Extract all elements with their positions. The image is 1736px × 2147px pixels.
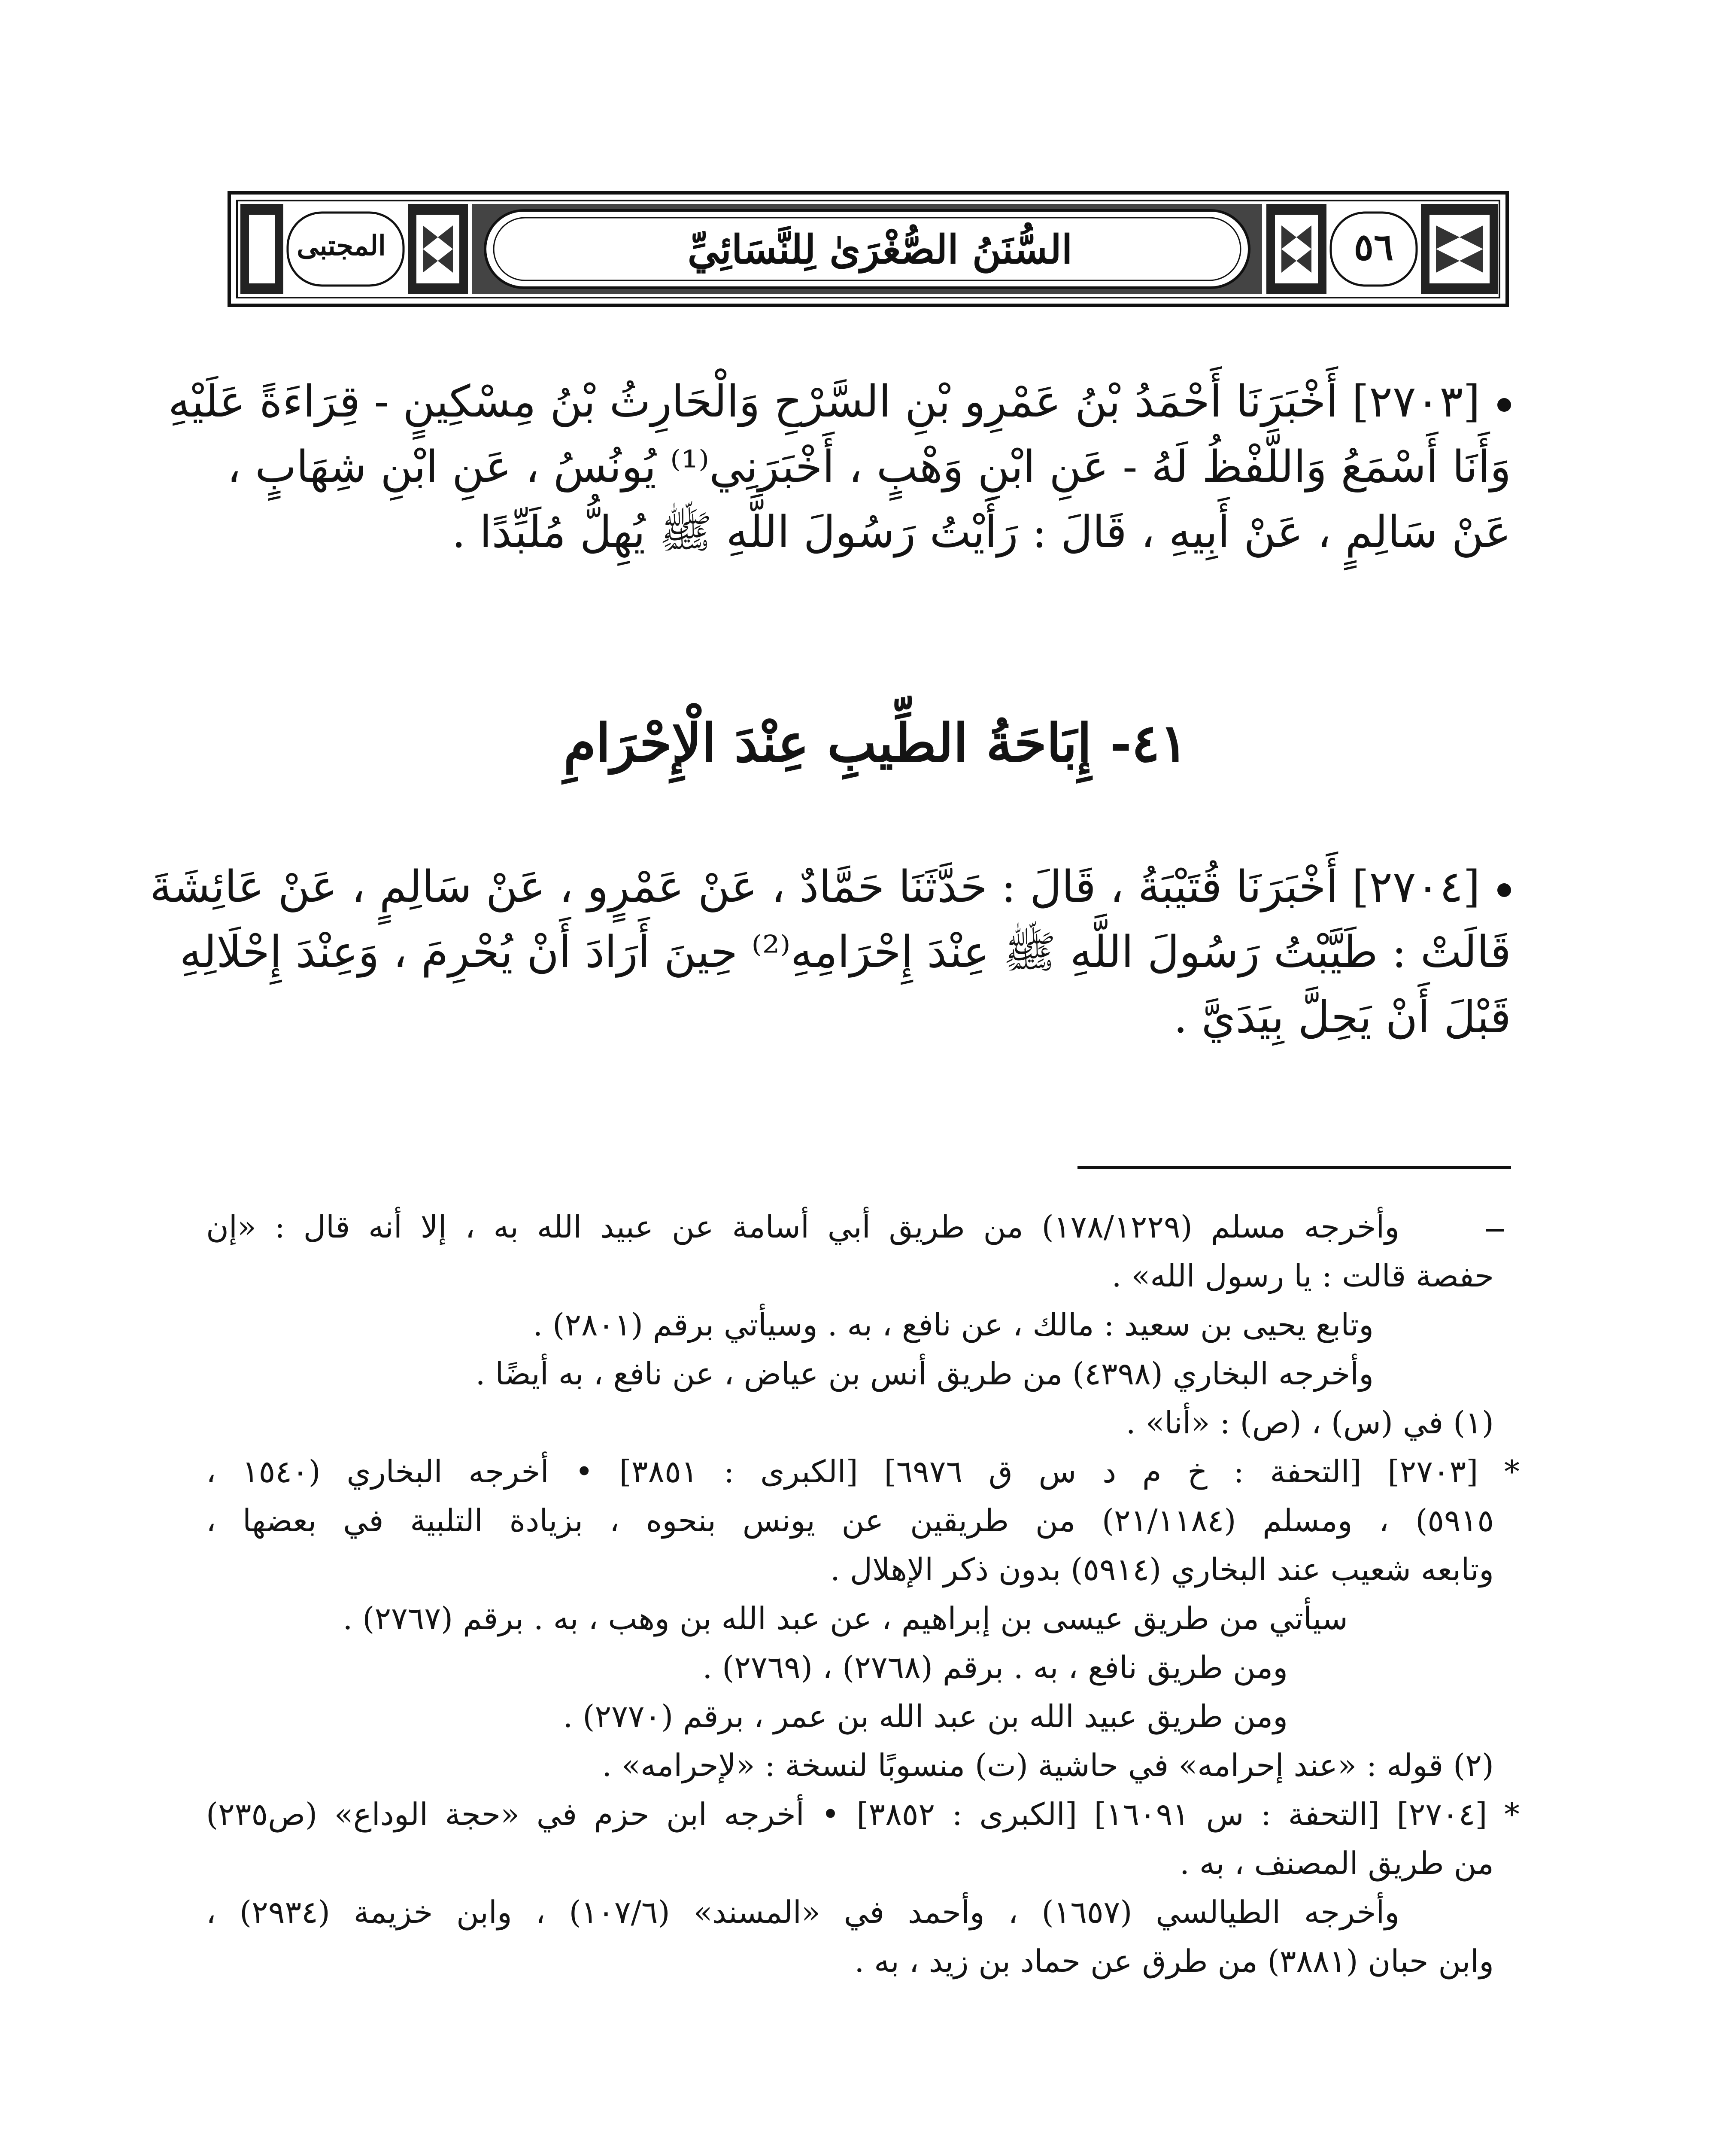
footnote-line: من طريق المصنف ، به .	[1180, 1845, 1494, 1881]
page-header	[228, 191, 1509, 307]
footnote-separator	[1077, 1166, 1511, 1169]
bullet-icon	[1497, 883, 1511, 897]
hadith-line: قَبْلَ أَنْ يَحِلَّ بِيَدَيَّ .	[1173, 992, 1511, 1043]
footnote-line: حفصة قالت : يا رسول الله» .	[1111, 1258, 1494, 1294]
page-number: ٥٦	[1354, 225, 1394, 269]
footnote-line: * [٢٧٠٣] [التحفة : خ م د س ق ٦٩٧٦] [الكبرى : ٣٨٥١] • أخرجه البخاري (١٥٤٠ ،	[206, 1454, 1520, 1490]
footnote-line: ومن طريق نافع ، به . برقم (٢٧٦٨) ، (٢٧٦٩) .	[702, 1649, 1288, 1685]
footnote-line: ٥٩١٥) ، ومسلم (٢١/١١٨٤) من طريقين عن يونس بنحوه ، بزيادة التلبية في بعضها ،	[206, 1502, 1494, 1539]
footnote-line: وتابع يحيى بن سعيد : مالك ، عن نافع ، به . وسيأتي برقم (٢٨٠١) .	[533, 1307, 1374, 1343]
hadith-line: عَنْ سَالِمٍ ، عَنْ أَبِيهِ ، قَالَ : رَأَيْتُ رَسُولَ اللَّهِ ﷺ يُهِلُّ مُلَبِّدًا .	[452, 507, 1511, 558]
footnote-line: وابن حبان (٣٨٨١) من طرق عن حماد بن زيد ، به .	[854, 1943, 1494, 1979]
footnote-line: وتابعه شعيب عند البخاري (٥٩١٤) بدون ذكر الإهلال .	[830, 1551, 1494, 1587]
footnote-line: سيأتي من طريق عيسى بن إبراهيم ، عن عبد الله بن وهب ، به . برقم (٢٧٦٧) .	[343, 1600, 1348, 1636]
book-short-title: المجتبى	[297, 230, 386, 262]
hadith-line: وَأَنَا أَسْمَعُ وَاللَّفْظُ لَهُ - عَنِ ابْنِ وَهْبٍ ، أَخْبَرَنِي⁽¹⁾ يُونُسُ ، عَنِ ابْنِ شِهَابٍ ،	[227, 441, 1511, 493]
footnote-line: ومن طريق عبيد الله بن عبد الله بن عمر ، برقم (٢٧٧٠) .	[563, 1698, 1288, 1734]
footnote-line: (١) في (س) ، (ص) : «أنا» .	[1126, 1405, 1494, 1441]
footnote-line: * [٢٧٠٤] [التحفة : س ١٦٠٩١] [الكبرى : ٣٨٥٢] • أخرجه ابن حزم في «حجة الوداع» (ص٢٣٥)	[206, 1796, 1520, 1832]
footnote-line: وأخرجه الطيالسي (١٦٥٧) ، وأحمد في «المسند» (١٠٧/٦) ، وابن خزيمة (٢٩٣٤) ،	[206, 1894, 1400, 1930]
hadith-line: قَالَتْ : طَيَّبْتُ رَسُولَ اللَّهِ ﷺ عِنْدَ إِحْرَامِهِ⁽²⁾ حِينَ أَرَادَ أَنْ يُحْرِمَ ، وَعِنْدَ إِحْلَالِهِ	[179, 927, 1511, 978]
hadith-2703	[168, 369, 1511, 565]
running-title: السُّنَنُ الصُّغْرَىٰ لِلنَّسَائِيِّ	[687, 226, 1073, 273]
hadith-2704	[150, 855, 1511, 1050]
footnote-line: (٢) قوله : «عند إحرامه» في حاشية (ت) منسوبًا لنسخة : «لإحرامه» .	[602, 1747, 1494, 1783]
footnotes	[206, 1202, 1520, 1986]
footnote-line: وأخرجه البخاري (٤٣٩٨) من طريق أنس بن عياض ، عن نافع ، به أيضًا .	[475, 1356, 1374, 1392]
bullet-icon	[1497, 398, 1511, 412]
chapter-heading: ٤١- إِبَاحَةُ الطِّيبِ عِنْدَ الْإِحْرَامِ	[563, 712, 1188, 774]
hadith-line: [٢٧٠٣] أَخْبَرَنَا أَحْمَدُ بْنُ عَمْرِو بْنِ السَّرْحِ وَالْحَارِثُ بْنُ مِسْكِينٍ - قِرَاءَةً عَلَيْهِ	[240, 369, 1511, 435]
hadith-line: [٢٧٠٤] أَخْبَرَنَا قُتَيْبَةُ ، قَالَ : حَدَّثَنَا حَمَّادٌ ، عَنْ عَمْرٍو ، عَنْ سَالِمٍ ، عَنْ عَائِشَةَ	[240, 855, 1511, 920]
footnote-line: وأخرجه مسلم (١٧٨/١٢٢٩) من طريق أبي أسامة عن عبيد الله به ، إلا أنه قال : «إن	[206, 1209, 1399, 1245]
